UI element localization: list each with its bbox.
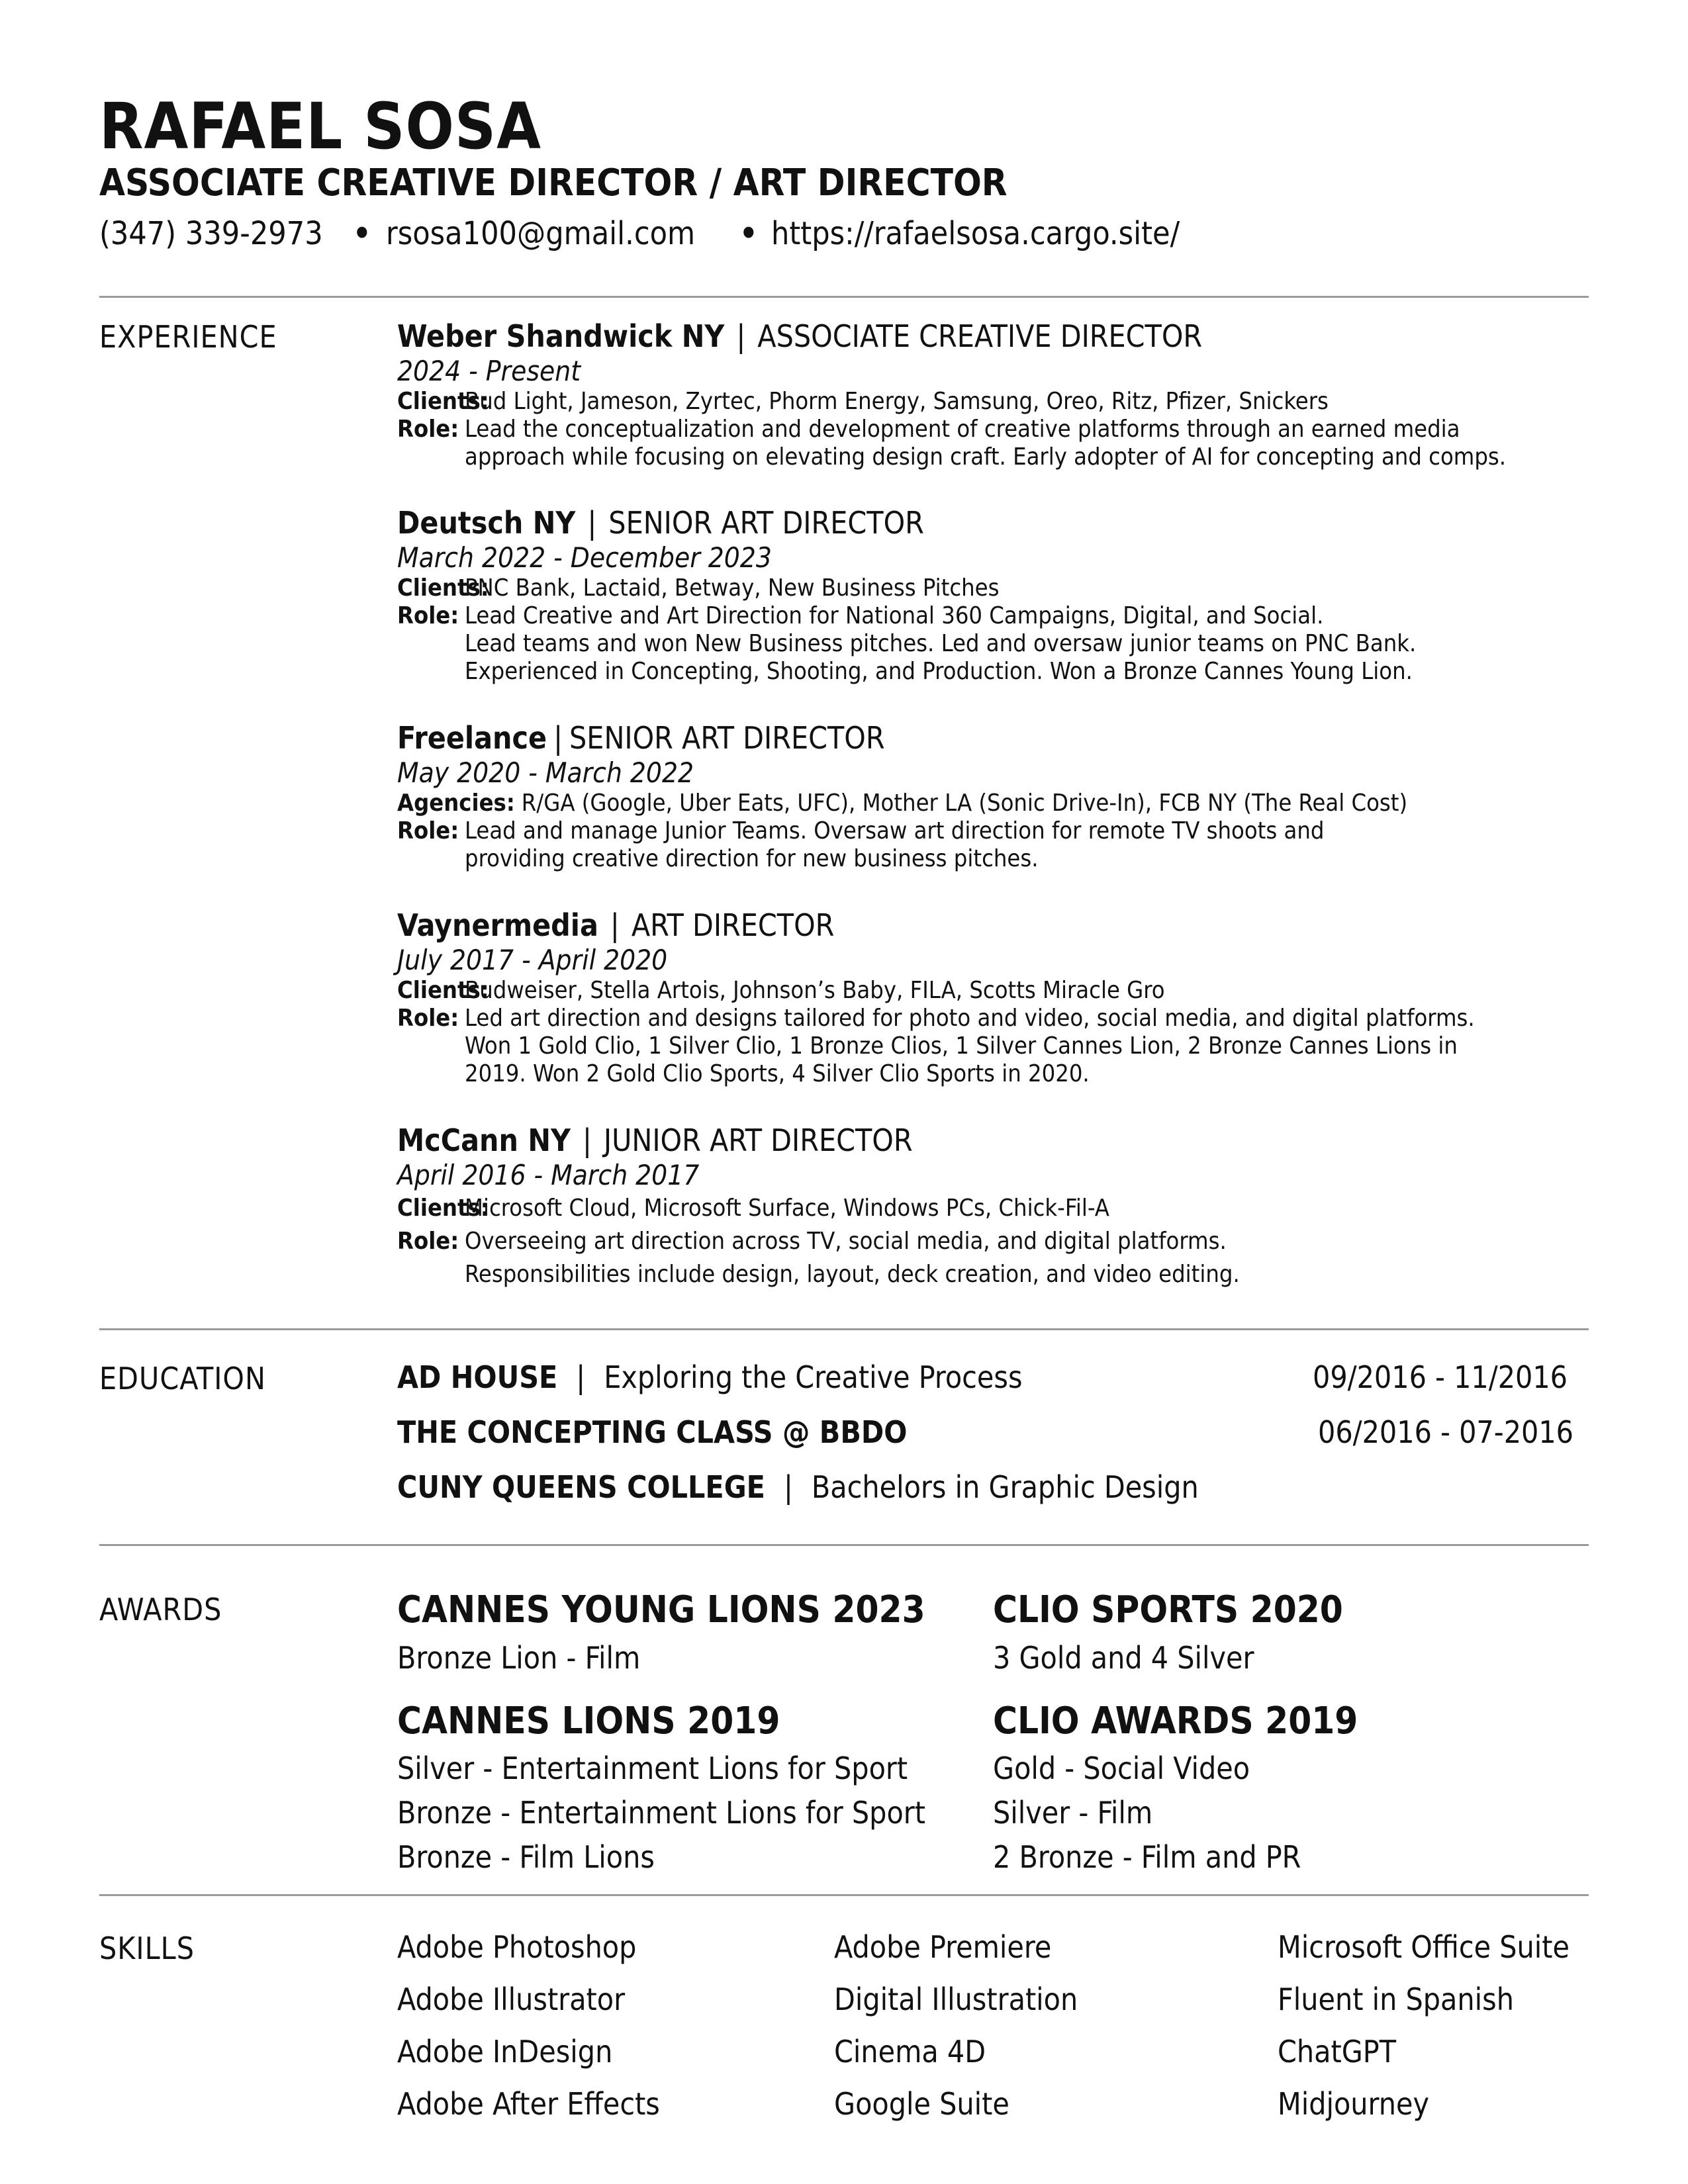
award-detail: Bronze - Film Lions — [397, 1839, 655, 1875]
detail-text: Budweiser, Stella Artois, Johnson’s Baby, FILA, Scotts Miracle Gro — [465, 977, 1165, 1004]
phone-number: (347) 339-2973 — [99, 215, 323, 252]
skill-item: Adobe Illustrator — [397, 1981, 626, 2017]
job-company: Freelance — [397, 720, 547, 756]
detail-line: Lead the conceptualization and development of creative platforms through an earned media — [465, 416, 1460, 443]
job-company: McCann NY — [397, 1122, 571, 1158]
skill-item: Adobe InDesign — [397, 2034, 613, 2070]
detail-line: 2019. Won 2 Gold Clio Sports, 4 Silver Clio Sports in 2020. — [465, 1060, 1090, 1087]
job-dates: March 2022 - December 2023 — [397, 541, 772, 574]
job-separator: | — [553, 720, 563, 756]
detail-label: Clients: — [397, 574, 489, 602]
education-entry — [397, 1469, 1199, 1505]
candidate-title: ASSOCIATE CREATIVE DIRECTOR / ART DIRECTOR — [99, 161, 1008, 205]
skill-item: Midjourney — [1278, 2086, 1429, 2122]
detail-line: Lead Creative and Art Direction for National 360 Campaigns, Digital, and Social. — [465, 602, 1324, 629]
education-separator: | — [783, 1469, 793, 1505]
award-title: CLIO SPORTS 2020 — [993, 1588, 1343, 1631]
job-company: Vaynermedia — [397, 907, 598, 943]
award-detail: 2 Bronze - Film and PR — [993, 1839, 1301, 1875]
job-separator: | — [587, 505, 597, 541]
job-clients — [397, 977, 1589, 1005]
job-role: SENIOR ART DIRECTOR — [569, 720, 885, 756]
job-role-description — [397, 817, 1589, 873]
job-role: ASSOCIATE CREATIVE DIRECTOR — [757, 318, 1203, 354]
job-clients — [397, 574, 1589, 602]
job-role: SENIOR ART DIRECTOR — [608, 505, 924, 541]
job-entry — [397, 907, 1589, 1088]
education-separator: | — [576, 1359, 586, 1395]
section-divider — [99, 1544, 1589, 1546]
detail-label: Clients: — [397, 977, 489, 1004]
detail-text: Microsoft Cloud, Microsoft Surface, Windows PCs, Chick-Fil-A — [465, 1195, 1109, 1222]
job-heading — [397, 907, 1589, 944]
job-heading — [397, 719, 1589, 756]
skill-item: Microsoft Office Suite — [1278, 1929, 1570, 1965]
education-school: THE CONCEPTING CLASS @ BBDO — [397, 1414, 908, 1450]
job-entry — [397, 1122, 1589, 1291]
skill-item: Digital Illustration — [834, 1981, 1078, 2017]
detail-line: Won 1 Gold Clio, 1 Silver Clio, 1 Bronze Clios, 1 Silver Cannes Lion, 2 Bronze Cannes Lions in — [465, 1032, 1458, 1060]
section-divider — [99, 1328, 1589, 1330]
detail-line: Led art direction and designs tailored for photo and video, social media, and digital platforms. — [465, 1005, 1475, 1032]
job-dates: July 2017 - April 2020 — [397, 944, 668, 976]
job-heading — [397, 504, 1589, 541]
job-heading — [397, 318, 1589, 355]
job-role-description — [397, 1225, 1589, 1291]
detail-line: Overseeing art direction across TV, social media, and digital platforms. — [465, 1228, 1227, 1255]
detail-label: Role: — [397, 1228, 459, 1255]
detail-line: approach while focusing on elevating design craft. Early adopter of AI for concepting and comps. — [465, 443, 1507, 471]
detail-line: Lead and manage Junior Teams. Oversaw art direction for remote TV shoots and — [465, 817, 1325, 844]
skill-item: ChatGPT — [1278, 2034, 1397, 2070]
section-divider — [99, 1894, 1589, 1896]
job-separator: | — [736, 318, 746, 354]
education-entry — [397, 1414, 907, 1450]
detail-text: R/GA (Google, Uber Eats, UFC), Mother LA (Sonic Drive-In), FCB NY (The Real Cost) — [521, 790, 1408, 817]
job-separator: | — [610, 907, 620, 943]
job-role-description — [397, 602, 1589, 686]
job-role-description — [397, 1005, 1589, 1088]
skill-item: Cinema 4D — [834, 2034, 986, 2070]
detail-label: Clients: — [397, 1195, 489, 1222]
detail-text: Bud Light, Jameson, Zyrtec, Phorm Energy, Samsung, Oreo, Ritz, Pfizer, Snickers — [465, 388, 1329, 415]
detail-label: Role: — [397, 416, 459, 443]
education-dates: 09/2016 - 11/2016 — [1313, 1359, 1568, 1395]
contact-separator: • — [739, 215, 758, 252]
job-role: ART DIRECTOR — [631, 907, 835, 943]
job-role: JUNIOR ART DIRECTOR — [603, 1122, 913, 1158]
skill-item: Adobe Premiere — [834, 1929, 1052, 1965]
job-clients — [397, 1192, 1589, 1225]
skill-item: Adobe Photoshop — [397, 1929, 637, 1965]
education-program: Exploring the Creative Process — [604, 1359, 1023, 1395]
award-detail: Bronze - Entertainment Lions for Sport — [397, 1795, 925, 1831]
job-dates: April 2016 - March 2017 — [397, 1159, 700, 1191]
contact-separator: • — [353, 215, 371, 252]
education-school: AD HOUSE — [397, 1359, 558, 1395]
section-label-experience: EXPERIENCE — [99, 319, 277, 355]
job-role-description — [397, 416, 1589, 471]
award-title: CLIO AWARDS 2019 — [993, 1700, 1358, 1743]
candidate-name: RAFAEL SOSA — [99, 89, 541, 163]
section-divider — [99, 296, 1589, 298]
detail-label: Role: — [397, 1005, 459, 1032]
skill-item: Google Suite — [834, 2086, 1009, 2122]
section-label-education: EDUCATION — [99, 1361, 266, 1396]
job-heading — [397, 1122, 1589, 1159]
job-clients — [397, 388, 1589, 416]
job-entry — [397, 719, 1589, 873]
education-entry — [397, 1359, 1023, 1395]
detail-line: providing creative direction for new business pitches. — [465, 845, 1039, 872]
award-detail: 3 Gold and 4 Silver — [993, 1640, 1254, 1676]
detail-label: Role: — [397, 602, 459, 629]
website-link[interactable]: https://rafaelsosa.cargo.site/ — [771, 215, 1180, 252]
detail-line: Responsibilities include design, layout, deck creation, and video editing. — [465, 1261, 1240, 1288]
education-school: CUNY QUEENS COLLEGE — [397, 1469, 765, 1505]
job-entry — [397, 504, 1589, 686]
detail-text: PNC Bank, Lactaid, Betway, New Business Pitches — [465, 574, 1000, 602]
detail-line: Lead teams and won New Business pitches. Led and oversaw junior teams on PNC Bank. — [465, 630, 1417, 657]
job-company: Weber Shandwick NY — [397, 318, 725, 354]
award-detail: Silver - Entertainment Lions for Sport — [397, 1751, 908, 1786]
job-agencies — [397, 790, 1589, 817]
job-company: Deutsch NY — [397, 505, 576, 541]
job-separator: | — [582, 1122, 592, 1158]
skill-item: Fluent in Spanish — [1278, 1981, 1514, 2017]
detail-line: Experienced in Concepting, Shooting, and Production. Won a Bronze Cannes Young Lion. — [465, 658, 1413, 685]
education-program: Bachelors in Graphic Design — [811, 1469, 1199, 1505]
job-entry — [397, 318, 1589, 471]
email-link[interactable]: rsosa100@gmail.com — [386, 215, 696, 252]
detail-label: Agencies: — [397, 790, 515, 817]
award-detail: Bronze Lion - Film — [397, 1640, 641, 1676]
award-title: CANNES LIONS 2019 — [397, 1700, 780, 1743]
detail-label: Clients: — [397, 388, 489, 415]
education-dates: 06/2016 - 07-2016 — [1318, 1414, 1573, 1450]
job-dates: May 2020 - March 2022 — [397, 756, 694, 789]
section-label-awards: AWARDS — [99, 1592, 222, 1627]
award-detail: Silver - Film — [993, 1795, 1153, 1831]
skill-item: Adobe After Effects — [397, 2086, 660, 2122]
detail-label: Role: — [397, 817, 459, 844]
section-label-skills: SKILLS — [99, 1931, 195, 1966]
job-dates: 2024 - Present — [397, 355, 581, 387]
award-detail: Gold - Social Video — [993, 1751, 1250, 1786]
award-title: CANNES YOUNG LIONS 2023 — [397, 1588, 925, 1631]
